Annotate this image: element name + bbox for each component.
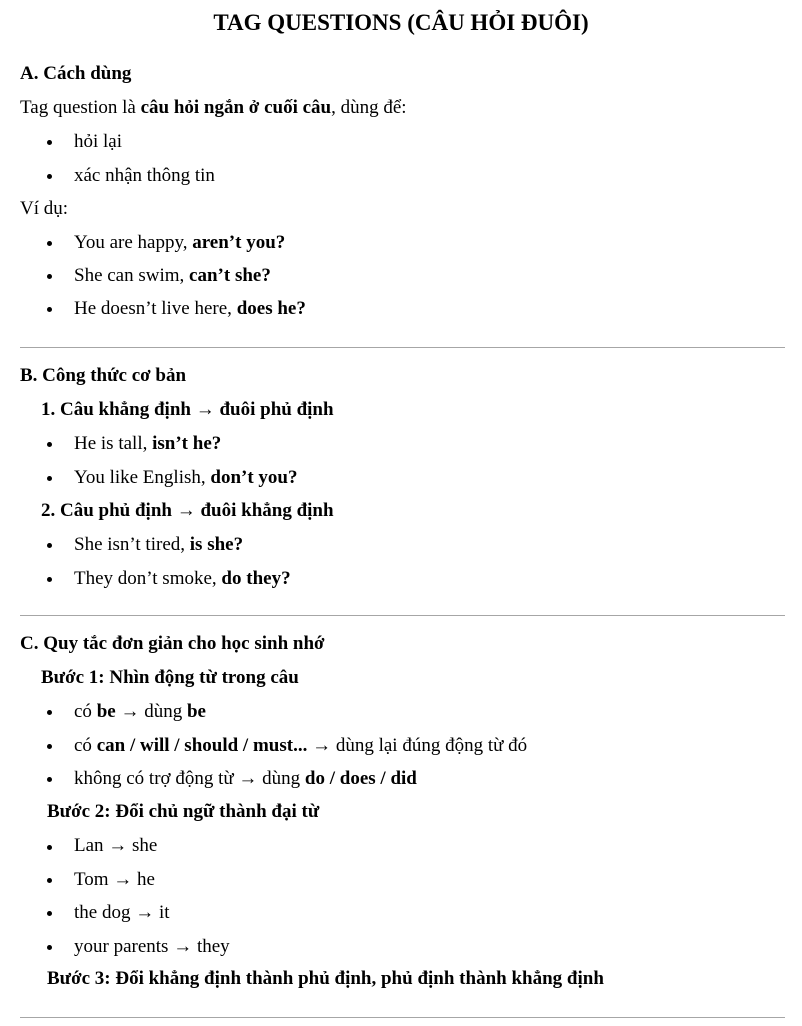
step-1-item — [74, 767, 417, 791]
item-bold: be — [96, 701, 116, 722]
item-text: → dùng — [115, 701, 187, 722]
example-tag: can’t she? — [189, 265, 271, 286]
step-2-item: the dog → it — [74, 902, 170, 923]
step-1-item — [74, 734, 527, 758]
use-item: xác nhận thông tin — [74, 165, 215, 186]
section-divider — [20, 347, 785, 348]
example-tag: isn’t he? — [152, 433, 222, 454]
bullet-dot — [47, 744, 52, 749]
item-text: có — [74, 701, 97, 722]
step-2-item: your parents → they — [74, 936, 230, 957]
rule-2-heading: 2. Câu phủ định → đuôi khẳng định — [41, 500, 334, 521]
example-text: He doesn’t live here, — [74, 298, 237, 319]
example-item — [74, 231, 285, 255]
example-item — [74, 264, 271, 288]
use-item: hỏi lại — [74, 131, 123, 152]
rule-2-example — [74, 567, 291, 591]
intro-bold: câu hỏi ngắn ở cuối câu — [140, 97, 332, 118]
bullet-dot — [47, 174, 52, 179]
bullet-dot — [47, 845, 52, 850]
bullet-dot — [47, 307, 52, 312]
section-divider — [20, 615, 785, 616]
example-tag: do they? — [221, 568, 291, 589]
step-2-item: Tom → he — [74, 869, 155, 890]
example-tag: does he? — [236, 298, 306, 319]
example-text: She can swim, — [74, 265, 190, 286]
example-label: Ví dụ: — [20, 198, 69, 219]
section-a-intro — [20, 96, 407, 120]
bullet-dot — [47, 241, 52, 246]
intro-pre: Tag question là — [20, 97, 141, 118]
step-1-item — [74, 700, 206, 724]
rule-1-heading: 1. Câu khẳng định → đuôi phủ định — [41, 399, 334, 420]
intro-post: , dùng để: — [331, 97, 407, 118]
example-text: You are happy, — [74, 232, 193, 253]
bullet-dot — [47, 710, 52, 715]
example-text: They don’t smoke, — [74, 568, 222, 589]
bullet-dot — [47, 777, 52, 782]
example-item — [74, 297, 306, 321]
bullet-dot — [47, 543, 52, 548]
rule-2-example — [74, 533, 243, 557]
bullet-dot — [47, 945, 52, 950]
bullet-dot — [47, 911, 52, 916]
example-text: He is tall, — [74, 433, 153, 454]
section-divider — [20, 1017, 785, 1018]
item-bold: do / does / did — [304, 768, 417, 789]
step-2-heading: Bước 2: Đổi chủ ngữ thành đại từ — [47, 801, 320, 822]
item-text: có — [74, 735, 97, 756]
section-a-heading: A. Cách dùng — [20, 63, 132, 84]
bullet-dot — [47, 140, 52, 145]
item-text: → dùng lại đúng động từ đó — [307, 735, 528, 756]
item-bold: be — [186, 701, 206, 722]
section-c-heading: C. Quy tắc đơn giản cho học sinh nhớ — [20, 633, 325, 654]
bullet-dot — [47, 442, 52, 447]
bullet-dot — [47, 878, 52, 883]
step-3-heading: Bước 3: Đổi khẳng định thành phủ định, phủ định thành khẳng định — [47, 968, 604, 989]
step-1-heading: Bước 1: Nhìn động từ trong câu — [41, 667, 299, 688]
example-text: You like English, — [74, 467, 211, 488]
example-tag: aren’t you? — [192, 232, 286, 253]
bullet-dot — [47, 476, 52, 481]
bullet-dot — [47, 577, 52, 582]
rule-1-example — [74, 432, 221, 456]
item-text: không có trợ động từ → dùng — [74, 768, 305, 789]
page-title: TAG QUESTIONS (CÂU HỎI ĐUÔI) — [213, 10, 589, 35]
item-bold: can / will / should / must... — [96, 735, 308, 756]
bullet-dot — [47, 274, 52, 279]
example-tag: don’t you? — [210, 467, 298, 488]
example-text: She isn’t tired, — [74, 534, 190, 555]
rule-1-example — [74, 466, 297, 490]
step-2-item: Lan → she — [74, 835, 158, 856]
example-tag: is she? — [189, 534, 244, 555]
section-b-heading: B. Công thức cơ bản — [20, 365, 187, 386]
